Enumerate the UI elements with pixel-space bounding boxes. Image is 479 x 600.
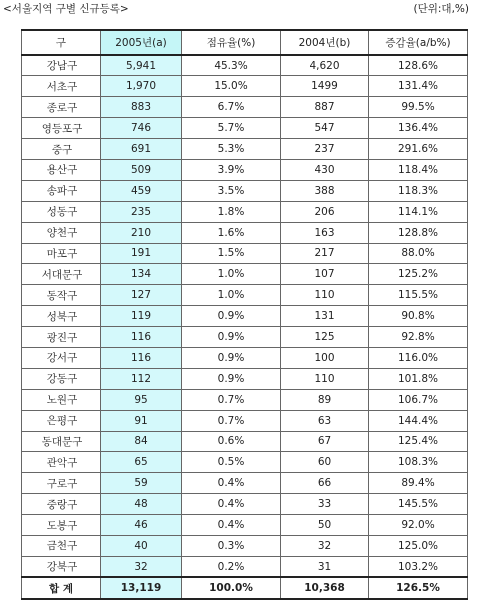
count-2005-cell: 40 (101, 535, 182, 556)
count-2005-cell: 59 (101, 473, 182, 494)
growth-cell: 125.2% (369, 264, 468, 285)
count-2005-cell: 191 (101, 243, 182, 264)
table-row (22, 139, 468, 160)
count-2005-cell: 112 (101, 368, 182, 389)
header-2004: 2004년(b) (281, 30, 369, 55)
table-row (22, 327, 468, 348)
count-2005-cell: 116 (101, 327, 182, 348)
caption-row (0, 0, 479, 18)
count-2004-cell: 50 (281, 515, 369, 536)
share-cell: 1.0% (182, 264, 281, 285)
growth-cell: 99.5% (369, 97, 468, 118)
district-cell: 강동구 (22, 368, 101, 389)
count-2004-cell: 388 (281, 180, 369, 201)
count-2004-cell: 66 (281, 473, 369, 494)
count-2005-cell: 1,970 (101, 76, 182, 97)
share-cell: 0.6% (182, 431, 281, 452)
table-footer (22, 577, 468, 599)
count-2004-cell: 31 (281, 556, 369, 577)
district-cell: 양천구 (22, 222, 101, 243)
count-2005-cell: 746 (101, 118, 182, 139)
district-cell: 종로구 (22, 97, 101, 118)
district-cell: 중구 (22, 139, 101, 160)
district-cell: 금천구 (22, 535, 101, 556)
district-cell: 노원구 (22, 389, 101, 410)
table-row (22, 556, 468, 577)
share-cell: 0.7% (182, 410, 281, 431)
share-cell: 45.3% (182, 55, 281, 76)
count-2005-cell: 95 (101, 389, 182, 410)
table-row (22, 55, 468, 76)
count-2005-cell: 48 (101, 494, 182, 515)
district-cell: 영등포구 (22, 118, 101, 139)
share-cell: 1.6% (182, 222, 281, 243)
unit-label: (단위:대,%) (413, 3, 469, 15)
registration-table (21, 29, 468, 600)
count-2005-cell: 134 (101, 264, 182, 285)
total-2005: 13,119 (101, 577, 182, 599)
table-row (22, 306, 468, 327)
share-cell: 5.7% (182, 118, 281, 139)
count-2004-cell: 107 (281, 264, 369, 285)
count-2004-cell: 547 (281, 118, 369, 139)
count-2004-cell: 163 (281, 222, 369, 243)
table-row (22, 473, 468, 494)
share-cell: 0.9% (182, 327, 281, 348)
count-2005-cell: 65 (101, 452, 182, 473)
share-cell: 6.7% (182, 97, 281, 118)
table-header (22, 30, 468, 55)
table-row (22, 515, 468, 536)
growth-cell: 103.2% (369, 556, 468, 577)
share-cell: 3.5% (182, 180, 281, 201)
count-2005-cell: 235 (101, 201, 182, 222)
count-2004-cell: 125 (281, 327, 369, 348)
share-cell: 0.3% (182, 535, 281, 556)
count-2004-cell: 206 (281, 201, 369, 222)
share-cell: 0.7% (182, 389, 281, 410)
table-caption: <서울지역 구별 신규등록> (3, 3, 129, 15)
growth-cell: 114.1% (369, 201, 468, 222)
table-row (22, 410, 468, 431)
district-cell: 동대문구 (22, 431, 101, 452)
table-row (22, 285, 468, 306)
growth-cell: 136.4% (369, 118, 468, 139)
table-row (22, 535, 468, 556)
count-2005-cell: 91 (101, 410, 182, 431)
growth-cell: 92.0% (369, 515, 468, 536)
district-cell: 마포구 (22, 243, 101, 264)
table-row (22, 180, 468, 201)
growth-cell: 101.8% (369, 368, 468, 389)
table-row (22, 159, 468, 180)
total-2004: 10,368 (281, 577, 369, 599)
count-2005-cell: 32 (101, 556, 182, 577)
district-cell: 도봉구 (22, 515, 101, 536)
share-cell: 5.3% (182, 139, 281, 160)
growth-cell: 92.8% (369, 327, 468, 348)
district-cell: 성동구 (22, 201, 101, 222)
table-row (22, 222, 468, 243)
growth-cell: 128.8% (369, 222, 468, 243)
district-cell: 송파구 (22, 180, 101, 201)
count-2004-cell: 887 (281, 97, 369, 118)
share-cell: 0.9% (182, 306, 281, 327)
count-2004-cell: 131 (281, 306, 369, 327)
district-cell: 성북구 (22, 306, 101, 327)
share-cell: 0.4% (182, 515, 281, 536)
district-cell: 강남구 (22, 55, 101, 76)
district-cell: 강북구 (22, 556, 101, 577)
table-row (22, 76, 468, 97)
total-label: 합 계 (22, 577, 101, 599)
table-row (22, 201, 468, 222)
count-2005-cell: 5,941 (101, 55, 182, 76)
growth-cell: 90.8% (369, 306, 468, 327)
table-row (22, 243, 468, 264)
growth-cell: 116.0% (369, 347, 468, 368)
growth-cell: 131.4% (369, 76, 468, 97)
share-cell: 3.9% (182, 159, 281, 180)
share-cell: 15.0% (182, 76, 281, 97)
header-share: 점유율(%) (182, 30, 281, 55)
district-cell: 강서구 (22, 347, 101, 368)
count-2004-cell: 237 (281, 139, 369, 160)
count-2004-cell: 67 (281, 431, 369, 452)
header-row (22, 30, 468, 55)
district-cell: 관악구 (22, 452, 101, 473)
district-cell: 은평구 (22, 410, 101, 431)
growth-cell: 115.5% (369, 285, 468, 306)
growth-cell: 128.6% (369, 55, 468, 76)
growth-cell: 125.4% (369, 431, 468, 452)
table-row (22, 118, 468, 139)
count-2004-cell: 33 (281, 494, 369, 515)
district-cell: 서초구 (22, 76, 101, 97)
growth-cell: 145.5% (369, 494, 468, 515)
count-2005-cell: 46 (101, 515, 182, 536)
share-cell: 0.4% (182, 494, 281, 515)
header-2005: 2005년(a) (101, 30, 182, 55)
district-cell: 중랑구 (22, 494, 101, 515)
share-cell: 0.9% (182, 368, 281, 389)
table-row (22, 368, 468, 389)
count-2004-cell: 63 (281, 410, 369, 431)
share-cell: 0.2% (182, 556, 281, 577)
share-cell: 0.9% (182, 347, 281, 368)
share-cell: 1.0% (182, 285, 281, 306)
share-cell: 1.8% (182, 201, 281, 222)
count-2004-cell: 60 (281, 452, 369, 473)
growth-cell: 125.0% (369, 535, 468, 556)
growth-cell: 88.0% (369, 243, 468, 264)
total-row (22, 577, 468, 599)
growth-cell: 108.3% (369, 452, 468, 473)
district-cell: 용산구 (22, 159, 101, 180)
table-row (22, 347, 468, 368)
count-2004-cell: 89 (281, 389, 369, 410)
district-cell: 구로구 (22, 473, 101, 494)
header-growth: 증감율(a/b%) (369, 30, 468, 55)
header-district: 구 (22, 30, 101, 55)
count-2005-cell: 883 (101, 97, 182, 118)
table-row (22, 264, 468, 285)
count-2004-cell: 4,620 (281, 55, 369, 76)
table-row (22, 97, 468, 118)
share-cell: 1.5% (182, 243, 281, 264)
count-2005-cell: 509 (101, 159, 182, 180)
growth-cell: 89.4% (369, 473, 468, 494)
count-2005-cell: 459 (101, 180, 182, 201)
growth-cell: 144.4% (369, 410, 468, 431)
count-2005-cell: 116 (101, 347, 182, 368)
table-row (22, 494, 468, 515)
district-cell: 광진구 (22, 327, 101, 348)
count-2004-cell: 1499 (281, 76, 369, 97)
count-2004-cell: 217 (281, 243, 369, 264)
district-cell: 서대문구 (22, 264, 101, 285)
table-body (22, 55, 468, 577)
count-2005-cell: 210 (101, 222, 182, 243)
table-row (22, 389, 468, 410)
growth-cell: 118.4% (369, 159, 468, 180)
count-2004-cell: 110 (281, 368, 369, 389)
share-cell: 0.5% (182, 452, 281, 473)
growth-cell: 291.6% (369, 139, 468, 160)
count-2004-cell: 430 (281, 159, 369, 180)
district-cell: 동작구 (22, 285, 101, 306)
count-2005-cell: 127 (101, 285, 182, 306)
growth-cell: 106.7% (369, 389, 468, 410)
count-2004-cell: 110 (281, 285, 369, 306)
total-share: 100.0% (182, 577, 281, 599)
count-2004-cell: 32 (281, 535, 369, 556)
count-2004-cell: 100 (281, 347, 369, 368)
total-growth: 126.5% (369, 577, 468, 599)
growth-cell: 118.3% (369, 180, 468, 201)
table-row (22, 431, 468, 452)
share-cell: 0.4% (182, 473, 281, 494)
table-row (22, 452, 468, 473)
count-2005-cell: 119 (101, 306, 182, 327)
count-2005-cell: 691 (101, 139, 182, 160)
count-2005-cell: 84 (101, 431, 182, 452)
